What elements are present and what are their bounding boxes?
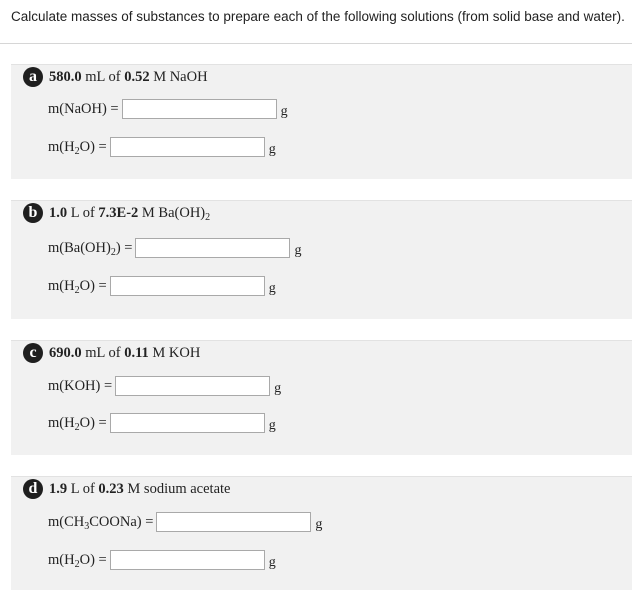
volume-unit: L of [70, 204, 95, 221]
volume-value: 690.0 [49, 344, 82, 361]
water-mass-input[interactable] [110, 137, 265, 157]
solute-mass-label: $m(CH_3COONa)$ [48, 513, 142, 532]
instruction-header [0, 0, 632, 44]
concentration-value: 0.52 [124, 68, 150, 85]
equals-sign: = [103, 377, 113, 394]
solute-name: M $Ba(OH)_2$ [141, 204, 211, 223]
letter-badge-d: d [23, 479, 43, 499]
equals-sign: = [124, 239, 133, 256]
water-mass-input[interactable] [110, 550, 265, 570]
equals-sign: = [110, 100, 119, 117]
letter-badge-a: a [23, 67, 43, 87]
equals-sign: = [98, 277, 107, 294]
solute-mass-row [48, 511, 322, 533]
unit-label: g [268, 142, 276, 157]
solute-mass-row [48, 237, 301, 259]
solute-mass-input[interactable] [122, 99, 277, 119]
letter-badge-b: b [23, 203, 43, 223]
volume-value: 1.0 [49, 204, 68, 221]
equals-sign: = [98, 414, 107, 431]
solute-name: M NaOH [153, 68, 208, 85]
water-mass-row [48, 275, 276, 297]
solute-name: M sodium acetate [127, 480, 231, 497]
solute-mass-input[interactable] [115, 376, 270, 396]
water-mass-label: $m(H_2O)$ [48, 138, 95, 157]
unit-label: g [268, 555, 276, 570]
volume-unit: mL of [85, 68, 121, 85]
volume-unit: L of [70, 480, 95, 497]
equals-sign: = [145, 513, 154, 530]
volume-unit: mL of [85, 344, 121, 361]
problem-d [11, 476, 632, 590]
water-mass-label: $m(H_2O)$ [48, 414, 95, 433]
problem-b [11, 200, 632, 319]
unit-label: g [280, 104, 288, 119]
concentration-value: 7.3E-2 [98, 204, 139, 221]
volume-value: 1.9 [49, 480, 68, 497]
solute-mass-label: m(KOH) [48, 377, 101, 394]
water-mass-row [48, 412, 276, 434]
concentration-value: 0.11 [124, 344, 149, 361]
water-mass-row [48, 136, 276, 158]
unit-label: g [315, 517, 323, 532]
solute-mass-input[interactable] [135, 238, 290, 258]
volume-value: 580.0 [49, 68, 82, 85]
water-mass-label: $m(H_2O)$ [48, 277, 95, 296]
water-mass-row [48, 549, 276, 571]
solute-name: M KOH [152, 344, 201, 361]
problem-a-title [23, 65, 208, 89]
solute-mass-label: m(NaOH) [48, 100, 107, 117]
letter-badge-c: c [23, 343, 43, 363]
unit-label: g [268, 281, 276, 296]
solute-mass-row [48, 375, 281, 397]
solute-mass-row [48, 98, 288, 120]
solute-mass-input[interactable] [156, 512, 311, 532]
unit-label: g [274, 381, 282, 396]
equals-sign: = [98, 551, 107, 568]
problem-c [11, 340, 632, 455]
unit-label: g [268, 418, 276, 433]
instruction-text: Calculate masses of substances to prepare each of the following solutions (from solid base and water). [11, 9, 625, 24]
problem-c-title [23, 341, 200, 365]
problem-a [11, 64, 632, 179]
concentration-value: 0.23 [98, 480, 124, 497]
solute-mass-label: $m(Ba(OH)_2)$ [48, 239, 121, 258]
water-mass-input[interactable] [110, 276, 265, 296]
problem-b-title [23, 201, 210, 225]
water-mass-label: $m(H_2O)$ [48, 551, 95, 570]
unit-label: g [294, 243, 302, 258]
water-mass-input[interactable] [110, 413, 265, 433]
equals-sign: = [98, 138, 107, 155]
problem-d-title [23, 477, 231, 501]
